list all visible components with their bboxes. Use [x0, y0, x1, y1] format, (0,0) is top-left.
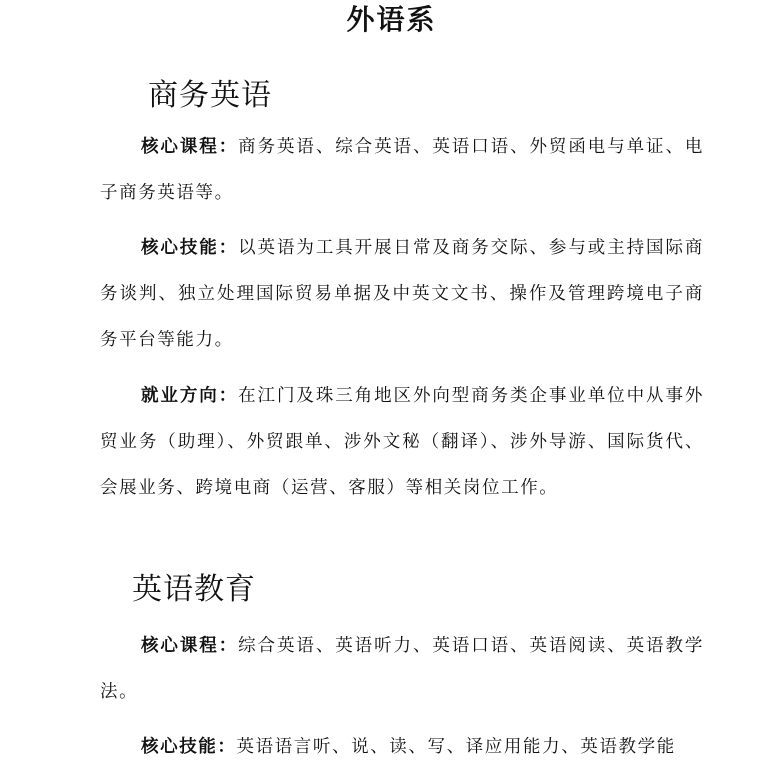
- paragraph-text: 商务英语、综合英语、英语口语、外贸函电与单证、电子商务英语等。: [100, 137, 704, 203]
- paragraph-label: 核心课程：: [141, 137, 239, 157]
- business-english-core-skills: [100, 225, 704, 363]
- paragraph-label: 核心技能：: [141, 238, 239, 258]
- paragraph-label: 核心技能：: [141, 737, 237, 757]
- major-title-business-english: 商务英语: [148, 78, 272, 113]
- paragraph-text: 综合英语、英语听力、英语口语、英语阅读、英语教学法。: [100, 636, 704, 702]
- business-english-core-courses: [100, 124, 704, 216]
- paragraph-text: 英语语言听、说、读、写、译应用能力、英语教学能: [236, 737, 676, 757]
- english-education-core-skills: [100, 724, 704, 770]
- major-title-english-education: 英语教育: [132, 572, 256, 607]
- paragraph-text: 以英语为工具开展日常及商务交际、参与或主持国际商务谈判、独立处理国际贸易单据及中英文文书、操作及管理跨境电子商务平台等能力。: [100, 238, 704, 350]
- paragraph-text: 在江门及珠三角地区外向型商务类企事业单位中从事外贸业务（助理）、外贸跟单、涉外文秘（翻译）、涉外导游、国际货代、会展业务、跨境电商（运营、客服）等相关岗位工作。: [100, 386, 704, 498]
- department-title: 外语系: [346, 3, 437, 36]
- english-education-core-courses: [100, 623, 704, 715]
- business-english-career-direction: [100, 373, 704, 511]
- paragraph-label: 核心课程：: [141, 636, 239, 656]
- paragraph-label: 就业方向：: [141, 386, 239, 406]
